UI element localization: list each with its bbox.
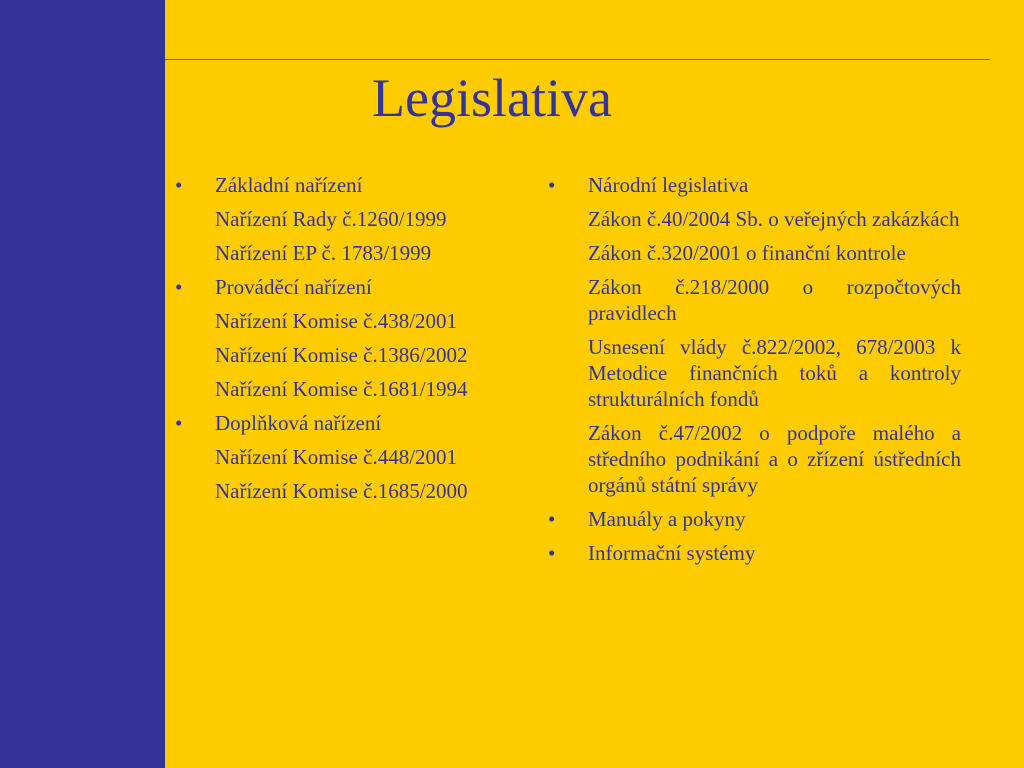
left-item-basic-regulations: • Základní nařízení (170, 172, 530, 206)
right-item: Zákon č.47/2002 o podpoře malého a středního podnikání a o zřízení ústředních orgánů státní správy (588, 421, 961, 497)
right-item: Zákon č.40/2004 Sb. o veřejných zakázkách (588, 207, 960, 231)
left-item: Nařízení Komise č.1681/1994 (215, 377, 468, 401)
right-item: Zákon č.218/2000 o rozpočtových pravidlech (588, 275, 961, 325)
slide-title: Legislativa (372, 68, 612, 128)
right-item: Zákon č.320/2001 o finanční kontrole (588, 241, 906, 265)
side-band (0, 0, 165, 768)
right-item-national-legislation: • Národní legislativa (543, 172, 961, 198)
right-item: Usnesení vlády č.822/2002, 678/2003 k Metodice finančních toků a kontroly strukturálních fondů (588, 335, 961, 411)
left-item-supplementary-regulations: • Doplňková nařízení (170, 410, 530, 444)
right-item-manuals: • Manuály a pokyny (543, 506, 961, 532)
left-column (170, 172, 530, 512)
right-item-information-systems: • Informační systémy (543, 540, 961, 566)
right-column (543, 172, 961, 574)
title-rule (165, 59, 990, 60)
left-item: Nařízení Rady č.1260/1999 (215, 207, 447, 231)
left-item: Nařízení Komise č.438/2001 (215, 309, 458, 333)
left-item: Nařízení Komise č.1685/2000 (215, 479, 468, 503)
left-item-implementing-regulations: • Prováděcí nařízení (170, 274, 530, 308)
left-item: Nařízení Komise č.448/2001 (215, 445, 458, 469)
left-item: Nařízení EP č. 1783/1999 (215, 241, 432, 265)
left-item: Nařízení Komise č.1386/2002 (215, 343, 468, 367)
